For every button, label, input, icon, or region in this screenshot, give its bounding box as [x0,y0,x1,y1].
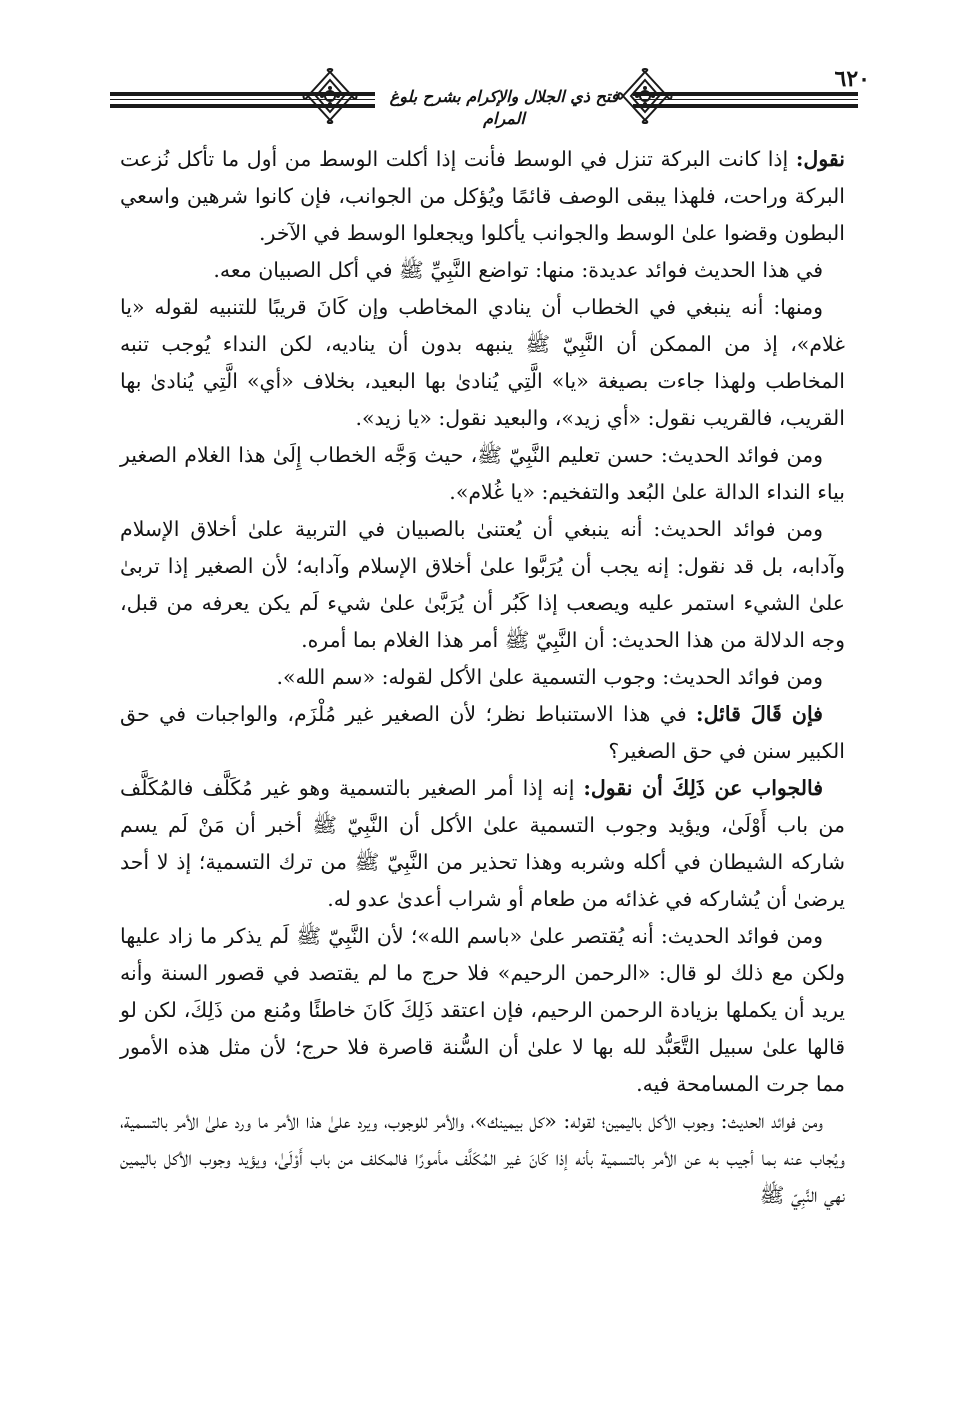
paragraph [120,1103,845,1214]
paragraph [120,289,845,437]
paragraph-text: ومن فوائد الحديث: حسن تعليم النَّبِيّ ﷺ، حيث وَجَّه الخطاب إِلَىٰ هذا الغلام الصغير بياء النداء الدالة علىٰ البُعد والتفخيم: «يا غُلام». [120,443,845,504]
page-number: ٦٢٠ [834,66,870,92]
paragraph-text: في هذا الحديث فوائد عديدة: منها: تواضع النَّبِيِّ ﷺ في أكل الصبيان معه. [213,258,823,282]
paragraph [120,437,845,511]
paragraph-text: ومن فوائد الحديث: أنه يُقتصر علىٰ «باسم الله»؛ لأن النَّبِيّ ﷺ لَم يذكر ما زاد عليها ولكن مع ذلك لو قال: «الرحمن الرحيم» فلا حرج ما لم يقتصد في قصور السنة وأنه يريد أن يكملها بزيادة الرحمن الرحيم، فإن اعتقد ذَلِكَ كَانَ خاطئًا ومُنع من ذَلِكَ، لكن لو قالها علىٰ سبيل التَّعَبُّد لله بها لا علىٰ أن السُّنة قاصرة فلا حرج؛ لأن مثل هذه الأمور مما جرت المسامحة فيه. [120,924,845,1096]
paragraph-text: ومن فوائد الحديث: أنه ينبغي أن يُعتنىٰ بالصبيان في التربية علىٰ أخلاق الإسلام وآدابه، بل قد نقول: إنه يجب أن يُرَبَّوا علىٰ أخلاق الإسلام وآدابه؛ لأن الصغير إذا تربىٰ علىٰ الشيء استمر عليه ويصعب إذا كَبُر أن يُرَبَّىٰ علىٰ شيء لَم يكن يعرفه من قبل، وجه الدلالة من هذا الحديث: أن النَّبِيّ ﷺ أمر هذا الغلام بما أمره. [120,517,845,652]
paragraph [120,511,845,659]
paragraph [120,252,845,289]
right-ornament-icon [615,68,675,124]
paragraph-text: في هذا الاستنباط نظر؛ لأن الصغير غير مُلْزَم، والواجبات في حق الكبير سنن في حق الصغير؟ [120,702,845,763]
paragraph-lead: فالجواب عن ذَلِكَ أن نقول: [583,776,824,800]
paragraph-lead: فإن قَالَ قائل: [696,702,823,726]
page-header [110,62,870,132]
paragraph [120,696,845,770]
paragraph [120,659,845,696]
paragraph-text: ومنها: أنه ينبغي في الخطاب أن ينادي المخاطب وإن كَانَ قريبًا للتنبيه لقوله «يا غلام»، إذ من الممكن أن النَّبِيّ ﷺ ينبهه بدون أن يناديه، لكن النداء يُوجب تنبه المخاطب ولهذا جاءت بصيغة «يا» الَّتِي يُنادىٰ بها البعيد، بخلاف «أي» الَّتِي يُنادىٰ بها القريب، فالقريب نقول: «أي زيد»، والبعيد نقول: «يا زيد». [120,295,845,430]
left-ornament-icon [300,68,360,124]
page-body [120,141,845,1214]
paragraph [120,141,845,252]
paragraph-text: ومن فوائد الحديث: وجوب الأكل باليمين؛ لقوله: «كل بيمينك»، والأمر للوجوب، ويرد علىٰ هذا الأمر ما ورد علىٰ الأمر بالتسمية، ويُجاب عنه بما أجيب به عن الأمر بالتسمية بأنه إذا كَانَ غير المُكَلَّف مأمورًا فالمكلف من باب أَوْلَىٰ، ويؤيد وجوب الأكل باليمين نهي النَّبِيّ ﷺ [120,1109,845,1207]
paragraph-text: إذا كانت البركة تنزل في الوسط فأنت إذا أكلت الوسط من أول ما تأكل نُزعت البركة وراحت، فلهذا يبقى الوصف قائمًا ويُؤكل من الجوانب، فإن كانوا شرهين واسعي البطون وقضوا علىٰ الوسط والجوانب يأكلوا ويجعلوا الوسط في الآخر. [120,147,845,245]
paragraph [120,770,845,918]
paragraph [120,918,845,1103]
book-title: فتح ذي الجلال والإكرام بشرح بلوغ المرام [375,86,633,130]
paragraph-text: إنه إذا أمر الصغير بالتسمية وهو غير مُكَلَّف فالمُكَلَّف من باب أَوْلَىٰ، ويؤيد وجوب التسمية علىٰ الأكل أن النَّبِيّ ﷺ أخبر أن مَنْ لَم يسم شاركه الشيطان في أكله وشربه وهذا تحذير من النَّبِيّ ﷺ من ترك التسمية؛ إذ لا أحد يرضىٰ أن يُشاركه في غذائه من طعام أو شراب أعدىٰ عدو له. [120,776,845,911]
paragraph-lead: نقول: [795,147,845,171]
paragraph-text: ومن فوائد الحديث: وجوب التسمية علىٰ الأكل لقوله: «سم الله». [276,665,823,689]
